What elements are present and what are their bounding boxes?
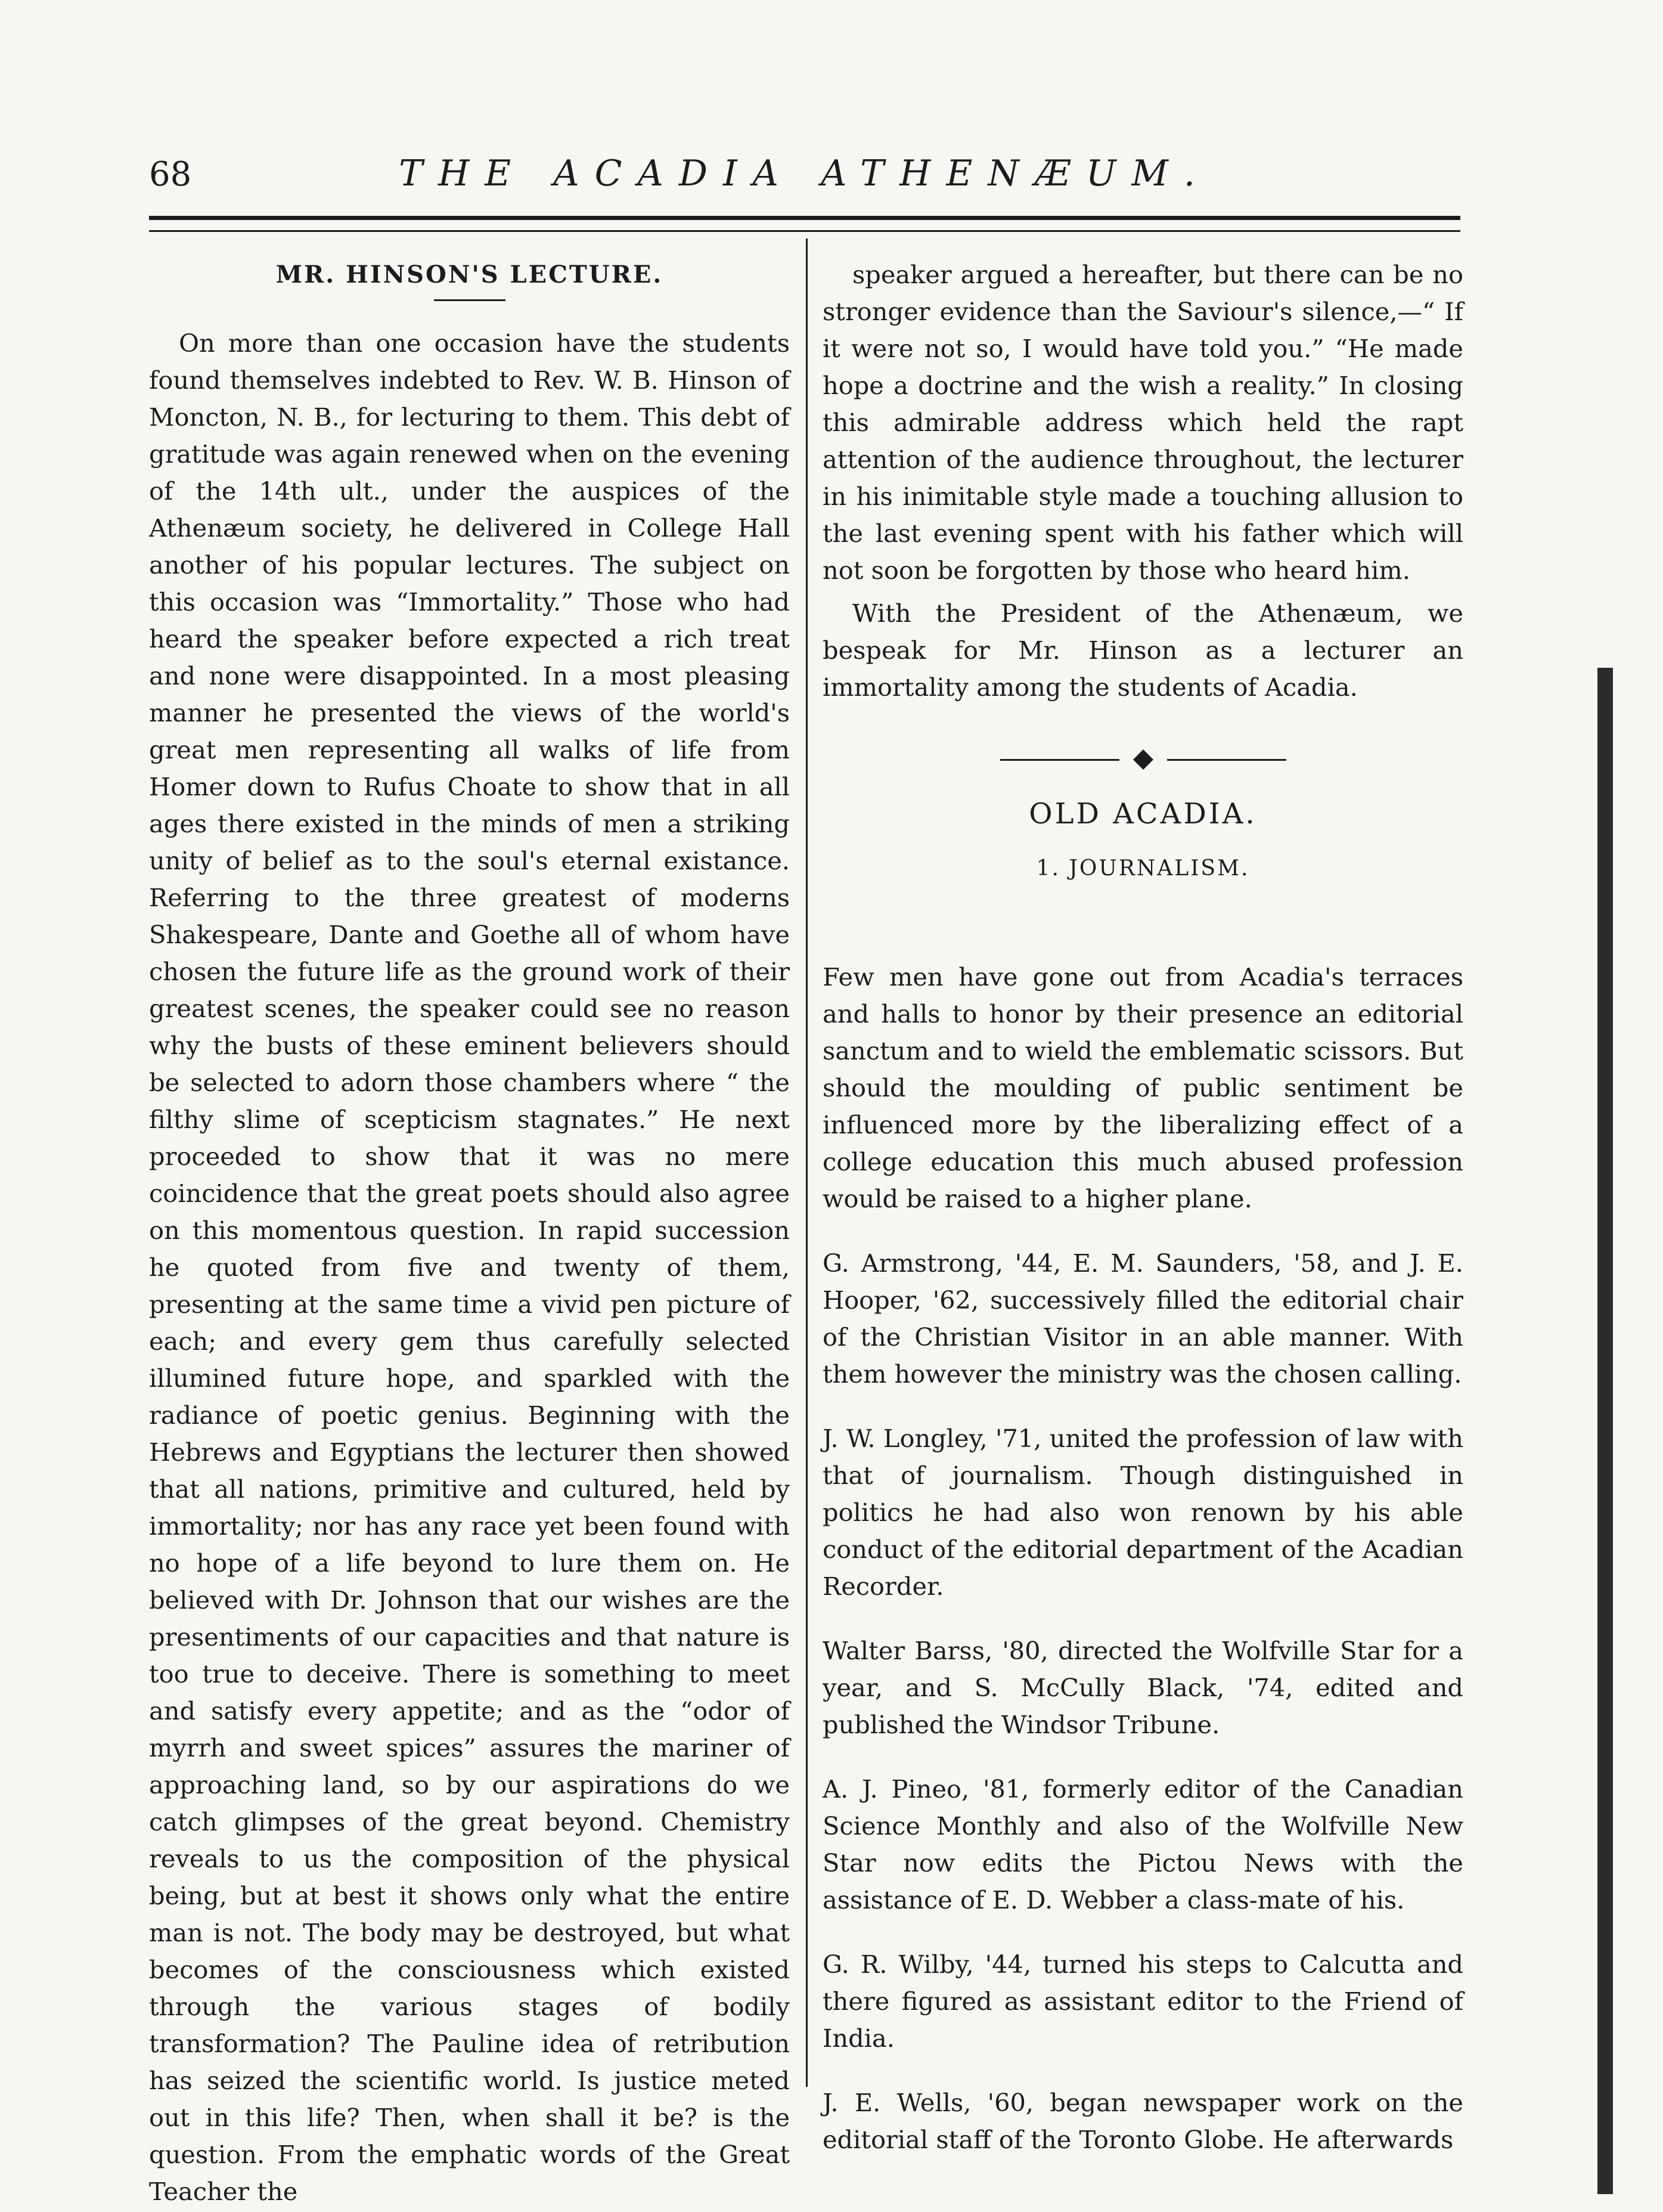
subsection-title <box>823 850 1463 887</box>
journalism-entry: A. J. Pineo, '81, formerly editor of the Canadian Science Monthly and also of the Wolfville New Star now edits the Pictou News with the assistance of E. D. Webber a class-mate of his. <box>823 1774 1463 1914</box>
journalism-entry: G. R. Wilby, '44, turned his steps to Calcutta and there figured as assistant editor to the Friend of India. <box>823 1950 1463 2053</box>
page-number: 68 <box>149 155 192 194</box>
lecture-closing: With the President of the Athenæum, we bespeak for Mr. Hinson as a lecturer an immortality among the students of Acadia. <box>823 599 1463 702</box>
running-title: THE ACADIA ATHENÆUM. <box>399 153 1211 194</box>
subsection-number: 1. <box>1036 856 1060 881</box>
page-header <box>149 143 1460 209</box>
journalism-entry: Walter Barss, '80, directed the Wolfville Star for a year, and S. McCully Black, '74, edited and published the Windsor Tribune. <box>823 1636 1463 1739</box>
journalism-intro: Few men have gone out from Acadia's terraces and halls to honor by their presence an editorial sanctum and to wield the emblematic scissors. But should the moulding of public sentiment be influenced more by the liberalizing effect of a college education this much abused profession would be raised to a higher plane. <box>823 962 1463 1213</box>
column-divider <box>806 238 808 2087</box>
lecture-continuation: speaker argued a hereafter, but there can be no stronger evidence than the Saviour's silence,—“ If it were not so, I would have told you.” “He made hope a doctrine and the wish a reality.” In closing this admirable address which held the rapt attention of the audience throughout, the lecturer in his inimitable style made a touching allusion to the last evening spent with his father which will not soon be forgotten by those who heard him. <box>823 260 1463 585</box>
right-column <box>823 256 1463 2158</box>
header-rule-thick <box>149 216 1460 220</box>
header-rule-thin <box>149 230 1460 232</box>
subsection-name: JOURNALISM. <box>1069 856 1250 881</box>
journalism-entry: G. Armstrong, '44, E. M. Saunders, '58, and J. E. Hooper, '62, successively filled the editorial chair of the Christian Visitor in an able manner. With them however the ministry was the chosen calling. <box>823 1248 1463 1389</box>
left-column <box>149 256 790 2210</box>
journalism-entry: J. E. Wells, '60, began newspaper work on the editorial staff of the Toronto Globe. He afterwards <box>823 2088 1463 2154</box>
section-ornament <box>1000 748 1286 772</box>
lecture-paragraph: On more than one occasion have the students found themselves indebted to Rev. W. B. Hinson of Moncton, N. B., for lecturing to them. This debt of gratitude was again renewed when on the evening of the 14th ult., under the auspices of the Athenæum society, he delivered in College Hall another of his popular lectures. The subject on this occasion was “Immortality.” Those who had heard the speaker before expected a rich treat and none were disappointed. In a most pleasing manner he presented the views of the world's great men representing all walks of life from Homer down to Rufus Choate to show that in all ages there existed in the minds of men a striking unity of belief as to the soul's eternal existance. Referring to the three greatest of moderns Shakespeare, Dante and Goethe all of whom have chosen the future life as the ground work of their greatest scenes, the speaker could see no reason why the busts of these eminent believers should be selected to adorn those chambers where “ the filthy slime of scepticism stagnates.” He next proceeded to show that it was no mere coincidence that the great poets should also agree on this momentous question. In rapid succession he quoted from five and twenty of them, presenting at the same time a vivid pen picture of each; and every gem thus carefully selected illumined future hope, and sparkled with the radiance of poetic genius. Beginning with the Hebrews and Egyptians the lecturer then showed that all nations, primitive and cultured, held by immortality; nor has any race yet been found with no hope of a life beyond to lure them on. He believed with Dr. Johnson that our wishes are the presentiments of our capacities and that nature is too true to deceive. There is something to meet and satisfy every appetite; and as the “odor of myrrh and sweet spices” assures the mariner of approaching land, so by our aspirations do we catch glimpses of the great beyond. Chemistry reveals to us the composition of the physical being, but at best it shows only what the entire man is not. The body may be destroyed, but what becomes of the consciousness which existed through the various stages of bodily transformation? The Pauline idea of retribution has seized the scientific world. Is justice meted out in this life? Then, when shall it be? is the question. From the emphatic words of the Great Teacher the <box>149 329 790 2206</box>
lecture-heading: MR. HINSON'S LECTURE. <box>275 261 663 289</box>
journalism-entry: J. W. Longley, '71, united the profession of law with that of journalism. Though distinguished in politics he had also won renown by his able conduct of the editorial department of the Acadian Recorder. <box>823 1424 1463 1601</box>
page-edge-shadow <box>1597 668 1613 2194</box>
section-title: OLD ACADIA. <box>1029 797 1257 831</box>
heading-rule <box>434 299 505 301</box>
